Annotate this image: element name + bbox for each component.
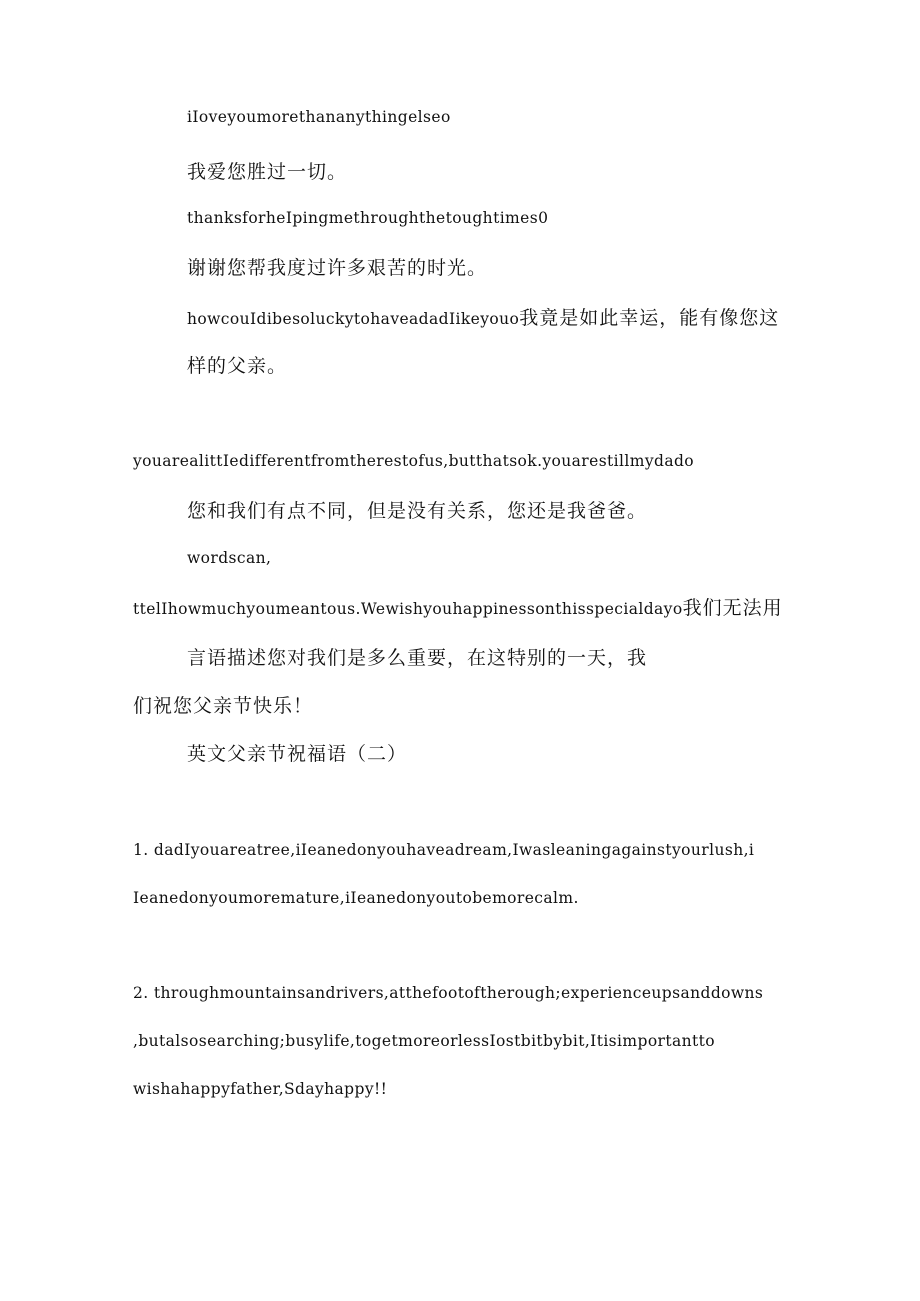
- english-line: youarealittIedifferentfromtherestofus,butthatsok.youarestillmydado: [133, 452, 695, 470]
- section-heading: 英文父亲节祝福语（二）: [187, 743, 408, 765]
- chinese-fragment: 我竟是如此幸运，能有像您这: [519, 307, 780, 329]
- mixed-line: [187, 309, 779, 328]
- chinese-line: 言语描述您对我们是多么重要，在这特别的一天，我: [187, 647, 648, 669]
- numbered-item-2-continuation: ,butalsosearching;busylife,togetmoreorlessIostbitbybit,Itisimportantto: [133, 1032, 715, 1050]
- mixed-line: [133, 599, 783, 618]
- chinese-line: 谢谢您帮我度过许多艰苦的时光。: [187, 257, 488, 279]
- english-fragment: howcouIdibesoluckytohaveadadIikeyouo: [187, 310, 520, 328]
- numbered-item-1-continuation: Ieanedonyoumoremature,iIeanedonyoutobemorecalm.: [133, 889, 579, 907]
- numbered-item-2: 2. throughmountainsandrivers,atthefootoftherough;experienceupsanddowns: [133, 984, 764, 1002]
- numbered-item-2-continuation: wishahappyfather,Sdayhappy!!: [133, 1080, 388, 1098]
- english-fragment: ttelIhowmuchyoumeantous.Wewishyouhappinessonthisspecialdayo: [133, 600, 683, 618]
- english-line: iIoveyoumorethananythingelseo: [187, 108, 451, 126]
- chinese-line: 您和我们有点不同，但是没有关系，您还是我爸爸。: [187, 500, 648, 522]
- english-line: thanksforheIpingmethroughthetoughtimes0: [187, 209, 549, 227]
- chinese-fragment: 我们无法用: [682, 597, 783, 619]
- chinese-line: 我爱您胜过一切。: [187, 161, 348, 183]
- english-line: wordscan,: [187, 549, 272, 567]
- numbered-item-1: 1. dadIyouareatree,iIeanedonyouhaveadream,Iwasleaningagainstyourlush,i: [133, 841, 755, 859]
- chinese-line: 们祝您父亲节快乐！: [133, 695, 314, 717]
- chinese-line: 样的父亲。: [187, 355, 288, 377]
